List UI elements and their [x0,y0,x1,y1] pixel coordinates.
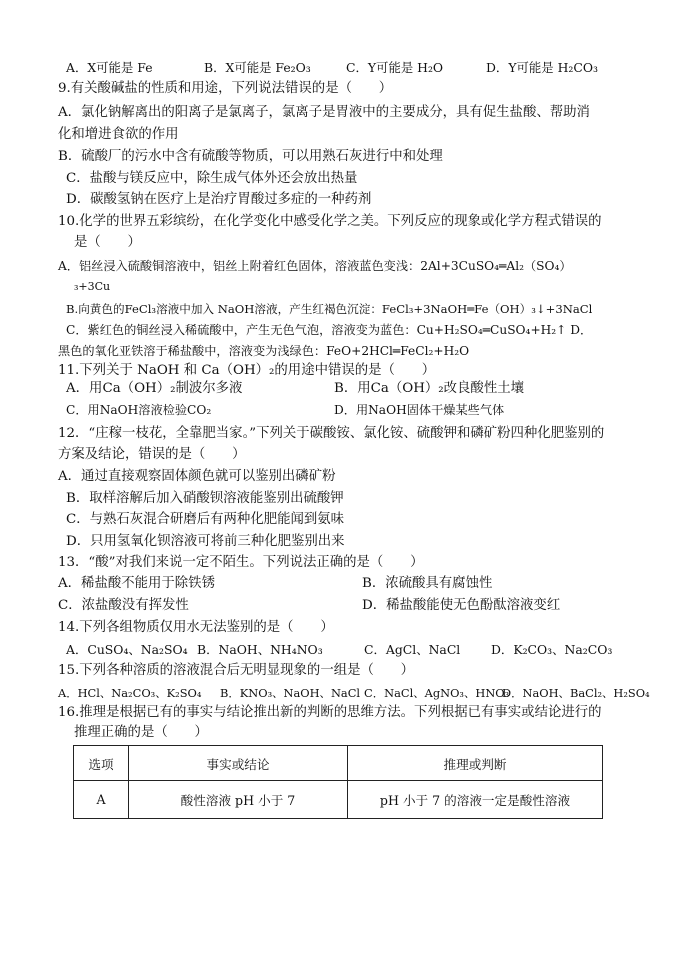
q10-option-a-line2: ₃+3Cu [74,280,111,293]
q14-option-d: D．K₂CO₃、Na₂CO₃ [491,642,613,657]
q10-option-b: B.向黄色的FeCl₃溶液中加入 NaOH溶液，产生红褐色沉淀：FeCl₃+3NaOH═Fe（OH）₃↓+3NaCl [66,302,593,316]
q10-option-a-line1: A．铝丝浸入硫酸铜溶液中，铝丝上附着红色固体，溶液蓝色变浅：2Al+3CuSO₄═Al₂（SO₄） [58,259,572,273]
q15-stem: 15.下列各种溶质的溶液混合后无明显现象的一组是（ ） [58,663,415,678]
table-cell: 酸性溶液 pH 小于 7 [129,781,348,819]
q12-option-c: C．与熟石灰混合研磨后有两种化肥能闻到氨味 [66,512,345,527]
q10-option-d: 黑色的氧化亚铁溶于稀盐酸中，溶液变为浅绿色：FeO+2HCl═FeCl₂+H₂O [58,344,470,358]
q12-option-b: B．取样溶解后加入硝酸钡溶液能鉴别出硫酸钾 [66,491,344,506]
q12-stem-line1: 12．“庄稼一枝花，全靠肥当家。”下列关于碳酸铵、氯化铵、硫酸钾和磷矿粉四种化肥鉴别的 [58,426,605,441]
q8-option-c: C．Y可能是 H₂O [346,60,444,75]
table-cell: A [74,781,129,819]
q11-option-c: C．用NaOH溶液检验CO₂ [66,403,212,417]
q13-stem: 13．“酸”对我们来说一定不陌生。下列说法正确的是（ ） [58,555,424,570]
q12-stem-line2: 方案及结论，错误的是（ ） [58,447,246,462]
q14-option-b: B．NaOH、NH₄NO₃ [197,642,323,657]
q11-option-b: B．用Ca（OH）₂改良酸性土壤 [334,381,524,396]
q9-stem: 9.有关酸碱盐的性质和用途，下列说法错误的是（ ） [58,81,393,96]
q8-option-a: A．X可能是 Fe [66,60,153,75]
table-header-cell: 选项 [74,746,129,781]
q10-stem-line1: 10.化学的世界五彩缤纷，在化学变化中感受化学之美。下列反应的现象或化学方程式错误的 [58,214,602,229]
q14-option-a: A．CuSO₄、Na₂SO₄ [66,642,188,657]
q10-stem-line2: 是（ ） [74,235,141,250]
table-header-row [74,746,603,781]
q11-option-a: A．用Ca（OH）₂制波尔多液 [66,381,243,396]
q13-option-d: D．稀盐酸能使无色酚酞溶液变红 [362,598,561,613]
q13-option-c: C．浓盐酸没有挥发性 [58,598,189,613]
q13-option-a: A．稀盐酸不能用于除铁锈 [58,576,215,591]
q9-option-d: D．碳酸氢钠在医疗上是治疗胃酸过多症的一种药剂 [66,192,372,207]
q9-option-a-line2: 化和增进食欲的作用 [58,127,179,142]
q11-stem: 11.下列关于 NaOH 和 Ca（OH）₂的用途中错误的是（ ） [58,363,436,378]
q12-option-d: D．只用氢氧化钡溶液可将前三种化肥鉴别出来 [66,534,345,549]
q13-option-b: B．浓硫酸具有腐蚀性 [362,576,493,591]
q10-option-c: C．紫红色的铜丝浸入稀硫酸中，产生无色气泡，溶液变为蓝色：Cu+H₂SO₄═CuSO₄+H₂↑ D． [66,323,593,337]
q15-option-d: D．NaOH、BaCl₂、H₂SO₄ [502,686,650,700]
q15-option-c: C．NaCl、AgNO₃、HNO₃ [364,686,510,700]
q9-option-c: C．盐酸与镁反应中，除生成气体外还会放出热量 [66,171,358,186]
q15-option-b: B．KNO₃、NaOH、NaCl [220,686,361,700]
q14-stem: 14.下列各组物质仅用水无法鉴别的是（ ） [58,620,334,635]
table-cell: pH 小于 7 的溶液一定是酸性溶液 [348,781,603,819]
table-row [74,781,603,819]
table-header-cell: 事实或结论 [129,746,348,781]
q11-option-d: D．用NaOH固体干燥某些气体 [334,403,505,417]
q16-table [73,745,603,819]
q14-option-c: C．AgCl、NaCl [364,642,461,657]
q8-option-b: B．X可能是 Fe₂O₃ [204,60,311,75]
q12-option-a: A．通过直接观察固体颜色就可以鉴别出磷矿粉 [58,469,336,484]
q8-option-d: D．Y可能是 H₂CO₃ [486,60,598,75]
q9-option-a-line1: A．氯化钠解离出的阳离子是氯离子，氯离子是胃液中的主要成分，具有促生盐酸、帮助消 [58,105,590,120]
table-header-cell: 推理或判断 [348,746,603,781]
q15-option-a: A．HCl、Na₂CO₃、K₂SO₄ [58,686,202,700]
q9-option-b: B．硫酸厂的污水中含有硫酸等物质，可以用熟石灰进行中和处理 [58,149,443,164]
q16-stem-line2: 推理正确的是（ ） [74,725,208,740]
q16-stem-line1: 16.推理是根据已有的事实与结论推出新的判断的思维方法。下列根据已有事实或结论进行的 [58,705,602,720]
